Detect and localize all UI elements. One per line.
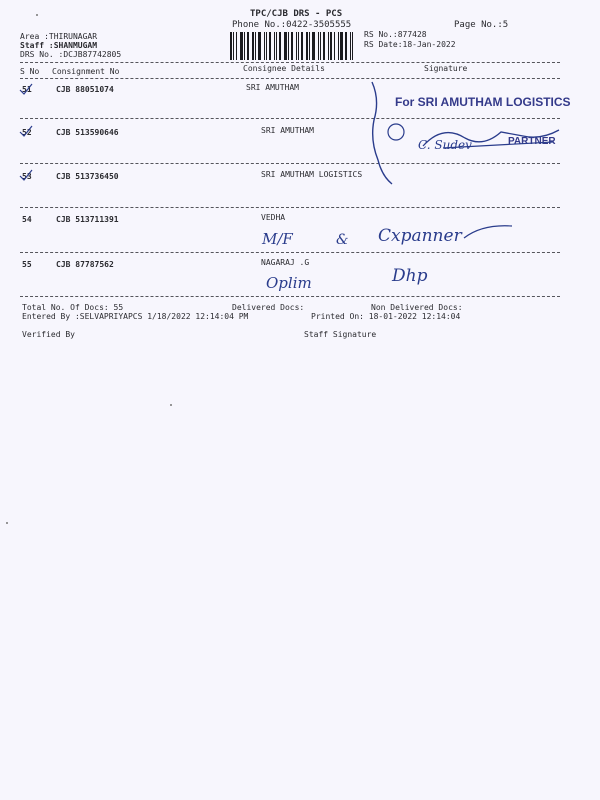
row-sno: 54 — [22, 215, 32, 224]
barcode-bar — [301, 32, 303, 60]
scan-speck — [6, 522, 8, 524]
barcode-bar — [298, 32, 299, 60]
barcode-bar — [312, 32, 315, 60]
barcode-bar — [296, 32, 297, 60]
divider — [20, 62, 560, 63]
barcode-bar — [309, 32, 310, 60]
barcode-bar — [236, 32, 237, 60]
handwriting-row-55-right: Dhp — [392, 266, 428, 286]
barcode-bar — [230, 32, 232, 60]
barcode-bar — [352, 32, 353, 60]
handwriting-row-54-left: M/F — [262, 230, 293, 248]
barcode-bar — [350, 32, 351, 60]
row-consignee: VEDHA — [261, 213, 286, 222]
barcode-bar — [288, 32, 289, 60]
barcode-bar — [328, 32, 329, 60]
column-header-consignee: Consignee Details — [243, 64, 325, 73]
row-consignee: SRI AMUTHAM LOGISTICS — [261, 170, 363, 179]
handwriting-row-55-left: Oplim — [266, 274, 312, 292]
non-delivered-docs: Non Delivered Docs: — [371, 303, 463, 312]
row-consignment: CJB 88051074 — [56, 85, 114, 94]
barcode-bar — [274, 32, 275, 60]
barcode-bar — [255, 32, 256, 60]
document-title: TPC/CJB DRS - PCS — [250, 9, 343, 19]
barcode-bar — [284, 32, 287, 60]
barcode-bar — [345, 32, 347, 60]
barcode-bar — [233, 32, 234, 60]
area-label: Area :THIRUNAGAR — [20, 32, 98, 41]
row-consignment: CJB 513711391 — [56, 215, 119, 224]
barcode-bar — [330, 32, 332, 60]
barcode-bar — [323, 32, 325, 60]
tick-marks — [18, 82, 38, 182]
scan-speck — [36, 14, 38, 16]
company-stamp: For SRI AMUTHAM LOGISTICS — [395, 95, 571, 109]
page-number: Page No.:5 — [454, 20, 509, 30]
barcode-bar — [306, 32, 308, 60]
barcode-bar — [247, 32, 249, 60]
column-header-sno: S No — [20, 67, 40, 76]
barcode-bar — [338, 32, 339, 60]
printed-on: Printed On: 18-01-2022 12:14:04 — [311, 312, 461, 321]
row-sno: 51 — [22, 85, 32, 94]
staff-signature: Staff Signature — [304, 330, 377, 339]
divider — [20, 296, 560, 297]
barcode-bar — [276, 32, 277, 60]
handwriting-row-54-mid: & — [336, 232, 349, 248]
barcode-bar — [291, 32, 293, 60]
signature-row-52: C. Sudev — [418, 138, 472, 152]
barcode-bar — [258, 32, 261, 60]
stamp-partner: PARTNER — [508, 136, 556, 147]
column-header-consignment: Consignment No — [52, 67, 120, 76]
barcode — [230, 32, 358, 60]
barcode-bar — [320, 32, 321, 60]
row-consignment: CJB 87787562 — [56, 260, 114, 269]
barcode-bar — [244, 32, 245, 60]
barcode-bar — [340, 32, 343, 60]
row-sno: 53 — [22, 172, 32, 181]
staff-label: Staff :SHANMUGAM — [20, 41, 98, 50]
barcode-bar — [334, 32, 335, 60]
row-consignee: SRI AMUTHAM — [246, 83, 299, 92]
rs-date: RS Date:18-Jan-2022 — [364, 40, 456, 49]
row-sno: 52 — [22, 128, 32, 137]
divider — [20, 78, 560, 79]
row-consignee: SRI AMUTHAM — [261, 126, 314, 135]
barcode-bar — [266, 32, 267, 60]
rs-number: RS No.:877428 — [364, 30, 427, 39]
delivered-docs: Delivered Docs: — [232, 303, 305, 312]
barcode-bar — [279, 32, 281, 60]
total-docs: Total No. Of Docs: 55 — [22, 303, 124, 312]
column-header-signature: Signature — [424, 64, 468, 73]
barcode-bar — [264, 32, 265, 60]
row-consignee: NAGARAJ .G — [261, 258, 310, 267]
barcode-bar — [252, 32, 254, 60]
entered-by: Entered By :SELVAPRIYAPCS 1/18/2022 12:14:04 PM — [22, 312, 249, 321]
handwriting-row-54-right: Cxpanner — [378, 226, 462, 246]
divider — [20, 252, 560, 253]
signature-flourish — [462, 222, 514, 242]
verified-by: Verified By — [22, 330, 75, 339]
scan-speck — [170, 404, 172, 406]
handwritten-signature — [383, 118, 563, 168]
row-consignment: CJB 513590646 — [56, 128, 119, 137]
barcode-bar — [318, 32, 319, 60]
row-sno: 55 — [22, 260, 32, 269]
divider — [20, 207, 560, 208]
row-consignment: CJB 513736450 — [56, 172, 119, 181]
barcode-bar — [269, 32, 271, 60]
phone-number: Phone No.:0422-3505555 — [232, 20, 352, 30]
barcode-bar — [240, 32, 243, 60]
drs-number: DRS No. :DCJB87742805 — [20, 50, 122, 59]
